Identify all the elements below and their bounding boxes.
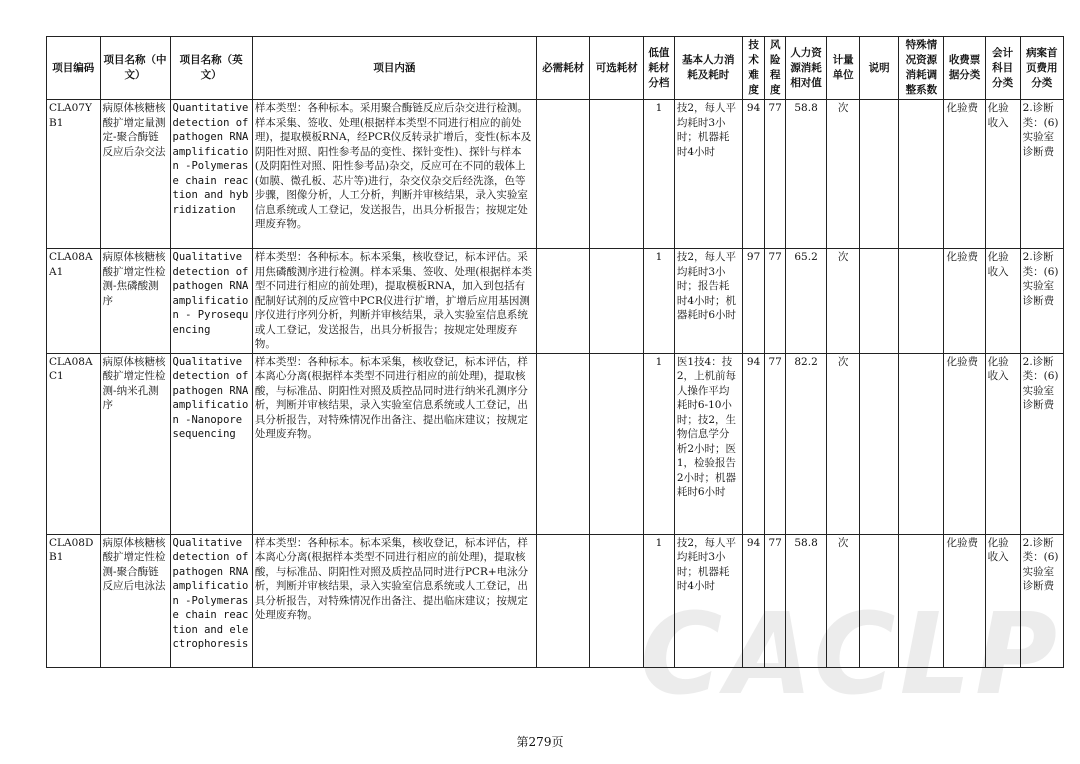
cell-account: 化验收入 (985, 534, 1020, 667)
cell-code: CLA08DB1 (47, 534, 101, 667)
cell-name-cn: 病原体核糖核酸扩增定量测定-聚合酶链反应后杂交法 (100, 100, 170, 249)
cell-relative: 65.2 (785, 249, 826, 354)
cell-risk: 77 (765, 534, 786, 667)
cell-account: 化验收入 (985, 100, 1020, 249)
cell-labor: 技2，每人平均耗时3小时；报告耗时4小时；机器耗时6小时 (674, 249, 742, 354)
cell-required (536, 100, 590, 249)
table-row (47, 353, 1064, 534)
cell-difficulty: 94 (742, 353, 765, 534)
cell-name-cn: 病原体核糖核酸扩增定性检测-纳米孔测序 (100, 353, 170, 534)
cell-note (860, 534, 899, 667)
fee-item-table (46, 36, 1064, 668)
header-name-en: 项目名称（英文） (170, 37, 252, 100)
cell-code: CLA08AA1 (47, 249, 101, 354)
cell-labor: 技2，每人平均耗时3小时；机器耗时4小时 (674, 534, 742, 667)
cell-coef (899, 249, 944, 354)
cell-optional (590, 534, 644, 667)
cell-note (860, 100, 899, 249)
cell-coef (899, 534, 944, 667)
caclp-watermark: CACLP (640, 590, 1062, 720)
cell-bill: 化验费 (944, 353, 985, 534)
cell-tier: 1 (643, 249, 674, 354)
cell-content: 样本类型：各种标本。标本采集，核收登记，标本评估，样本离心分离(根据样本类型不同进行相应的前处理)，提取核酸，与标准品、阴阳性对照及质控品同时进行PCR+电泳分析，判断并审核结果，录入实验室信息系统或人工登记，出具分析报告，对特殊情况作出备注、提出临床建议；按规定处理废弃物。 (252, 534, 536, 667)
table-row (47, 100, 1064, 249)
cell-note (860, 249, 899, 354)
header-row (47, 37, 1064, 100)
header-difficulty: 技术难度 (742, 37, 765, 100)
cell-account: 化验收入 (985, 249, 1020, 354)
cell-content: 样本类型：各种标本。标本采集，核收登记，标本评估，样本离心分离(根据样本类型不同进行相应的前处理)，提取核酸，与标准品、阴阳性对照及质控品同时进行纳米孔测序分析，判断并审核结果，录入实验室信息系统或人工登记，出具分析报告，对特殊情况作出备注、提出临床建议；按规定处理废弃物。 (252, 353, 536, 534)
cell-bill: 化验费 (944, 534, 985, 667)
cell-name-cn: 病原体核糖核酸扩增定性检测-焦磷酸测序 (100, 249, 170, 354)
header-optional-consumables: 可选耗材 (590, 37, 644, 100)
cell-difficulty: 97 (742, 249, 765, 354)
cell-account: 化验收入 (985, 353, 1020, 534)
cell-name-en: Qualitative detection of pathogen RNA amplification -Nanopore sequencing (170, 353, 252, 534)
cell-unit: 次 (827, 353, 860, 534)
cell-tier: 1 (643, 534, 674, 667)
header-labor: 基本人力消耗及耗时 (674, 37, 742, 100)
cell-required (536, 249, 590, 354)
cell-required (536, 353, 590, 534)
cell-coef (899, 100, 944, 249)
header-required-consumables: 必需耗材 (536, 37, 590, 100)
cell-relative: 58.8 (785, 534, 826, 667)
cell-labor: 技2，每人平均耗时3小时；机器耗时4小时 (674, 100, 742, 249)
header-relative-value: 人力资源消耗相对值 (785, 37, 826, 100)
cell-record: 2.诊断类：(6)实验室诊断费 (1020, 534, 1063, 667)
header-record-class: 病案首页费用分类 (1020, 37, 1063, 100)
table-row (47, 534, 1064, 667)
header-name-cn: 项目名称（中文） (100, 37, 170, 100)
table-row (47, 249, 1064, 354)
cell-unit: 次 (827, 249, 860, 354)
header-adjust-coef: 特殊情况资源消耗调整系数 (899, 37, 944, 100)
header-bill-class: 收费票据分类 (944, 37, 985, 100)
cell-difficulty: 94 (742, 100, 765, 249)
header-note: 说明 (860, 37, 899, 100)
header-account-class: 会计科目分类 (985, 37, 1020, 100)
cell-relative: 82.2 (785, 353, 826, 534)
cell-required (536, 534, 590, 667)
header-unit: 计量单位 (827, 37, 860, 100)
cell-unit: 次 (827, 534, 860, 667)
cell-name-en: Quantitative detection of pathogen RNA amplification -Polymerase chain reaction and hybridization (170, 100, 252, 249)
cell-tier: 1 (643, 353, 674, 534)
header-risk: 风险程度 (765, 37, 786, 100)
cell-risk: 77 (765, 249, 786, 354)
cell-code: CLA08AC1 (47, 353, 101, 534)
cell-content: 样本类型：各种标本。标本采集，核收登记，标本评估。采用焦磷酸测序进行检测。样本采集、签收、处理(根据样本类型不同进行相应的前处理)，提取模板RNA，加入到包括有配制好试剂的反应管中PCR仪进行扩增，扩增后应用基因测序仪进行序列分析，判断并审核结果，录入实验室信息系统或人工登记，发送报告，出具分析报告；按规定处理废弃物。 (252, 249, 536, 354)
header-code: 项目编码 (47, 37, 101, 100)
cell-bill: 化验费 (944, 100, 985, 249)
cell-name-cn: 病原体核糖核酸扩增定性检测-聚合酶链反应后电泳法 (100, 534, 170, 667)
cell-labor: 医1技4：技2，上机前每人操作平均耗时6-10小时；技2，生物信息学分析2小时；医1，检验报告2小时；机器耗时6小时 (674, 353, 742, 534)
cell-optional (590, 249, 644, 354)
cell-bill: 化验费 (944, 249, 985, 354)
cell-optional (590, 353, 644, 534)
header-content: 项目内涵 (252, 37, 536, 100)
cell-risk: 77 (765, 353, 786, 534)
cell-tier: 1 (643, 100, 674, 249)
cell-risk: 77 (765, 100, 786, 249)
cell-optional (590, 100, 644, 249)
page-number: 第279页 (516, 735, 564, 749)
cell-record: 2.诊断类：(6)实验室诊断费 (1020, 100, 1063, 249)
cell-name-en: Qualitative detection of pathogen RNA amplification - Pyrosequencing (170, 249, 252, 354)
cell-code: CLA07YB1 (47, 100, 101, 249)
header-low-value-tier: 低值耗材分档 (643, 37, 674, 100)
cell-coef (899, 353, 944, 534)
cell-unit: 次 (827, 100, 860, 249)
cell-record: 2.诊断类：(6)实验室诊断费 (1020, 353, 1063, 534)
cell-record: 2.诊断类：(6)实验室诊断费 (1020, 249, 1063, 354)
cell-note (860, 353, 899, 534)
cell-content: 样本类型：各种标本。采用聚合酶链反应后杂交进行检测。样本采集、签收、处理(根据样本类型不同进行相应的前处理)，提取模板RNA，经PCR仪反转录扩增后，变性(标本及阴阳性对照、阳性参考品的变性、探针变性)、探针与样本(及阴阳性对照、阳性参考品)杂交，反应可在不同的载体上(如膜、微孔板、芯片等)进行，杂交仪杂交后经洗涤，色等步骤，图像分析，人工分析，判断并审核结果，录入实验室信息系统或人工登记，发送报告，出具分析报告；按规定处理废弃物。 (252, 100, 536, 249)
cell-name-en: Qualitative detection of pathogen RNA amplification -Polymerase chain reaction and electrophoresis (170, 534, 252, 667)
cell-difficulty: 94 (742, 534, 765, 667)
cell-relative: 58.8 (785, 100, 826, 249)
